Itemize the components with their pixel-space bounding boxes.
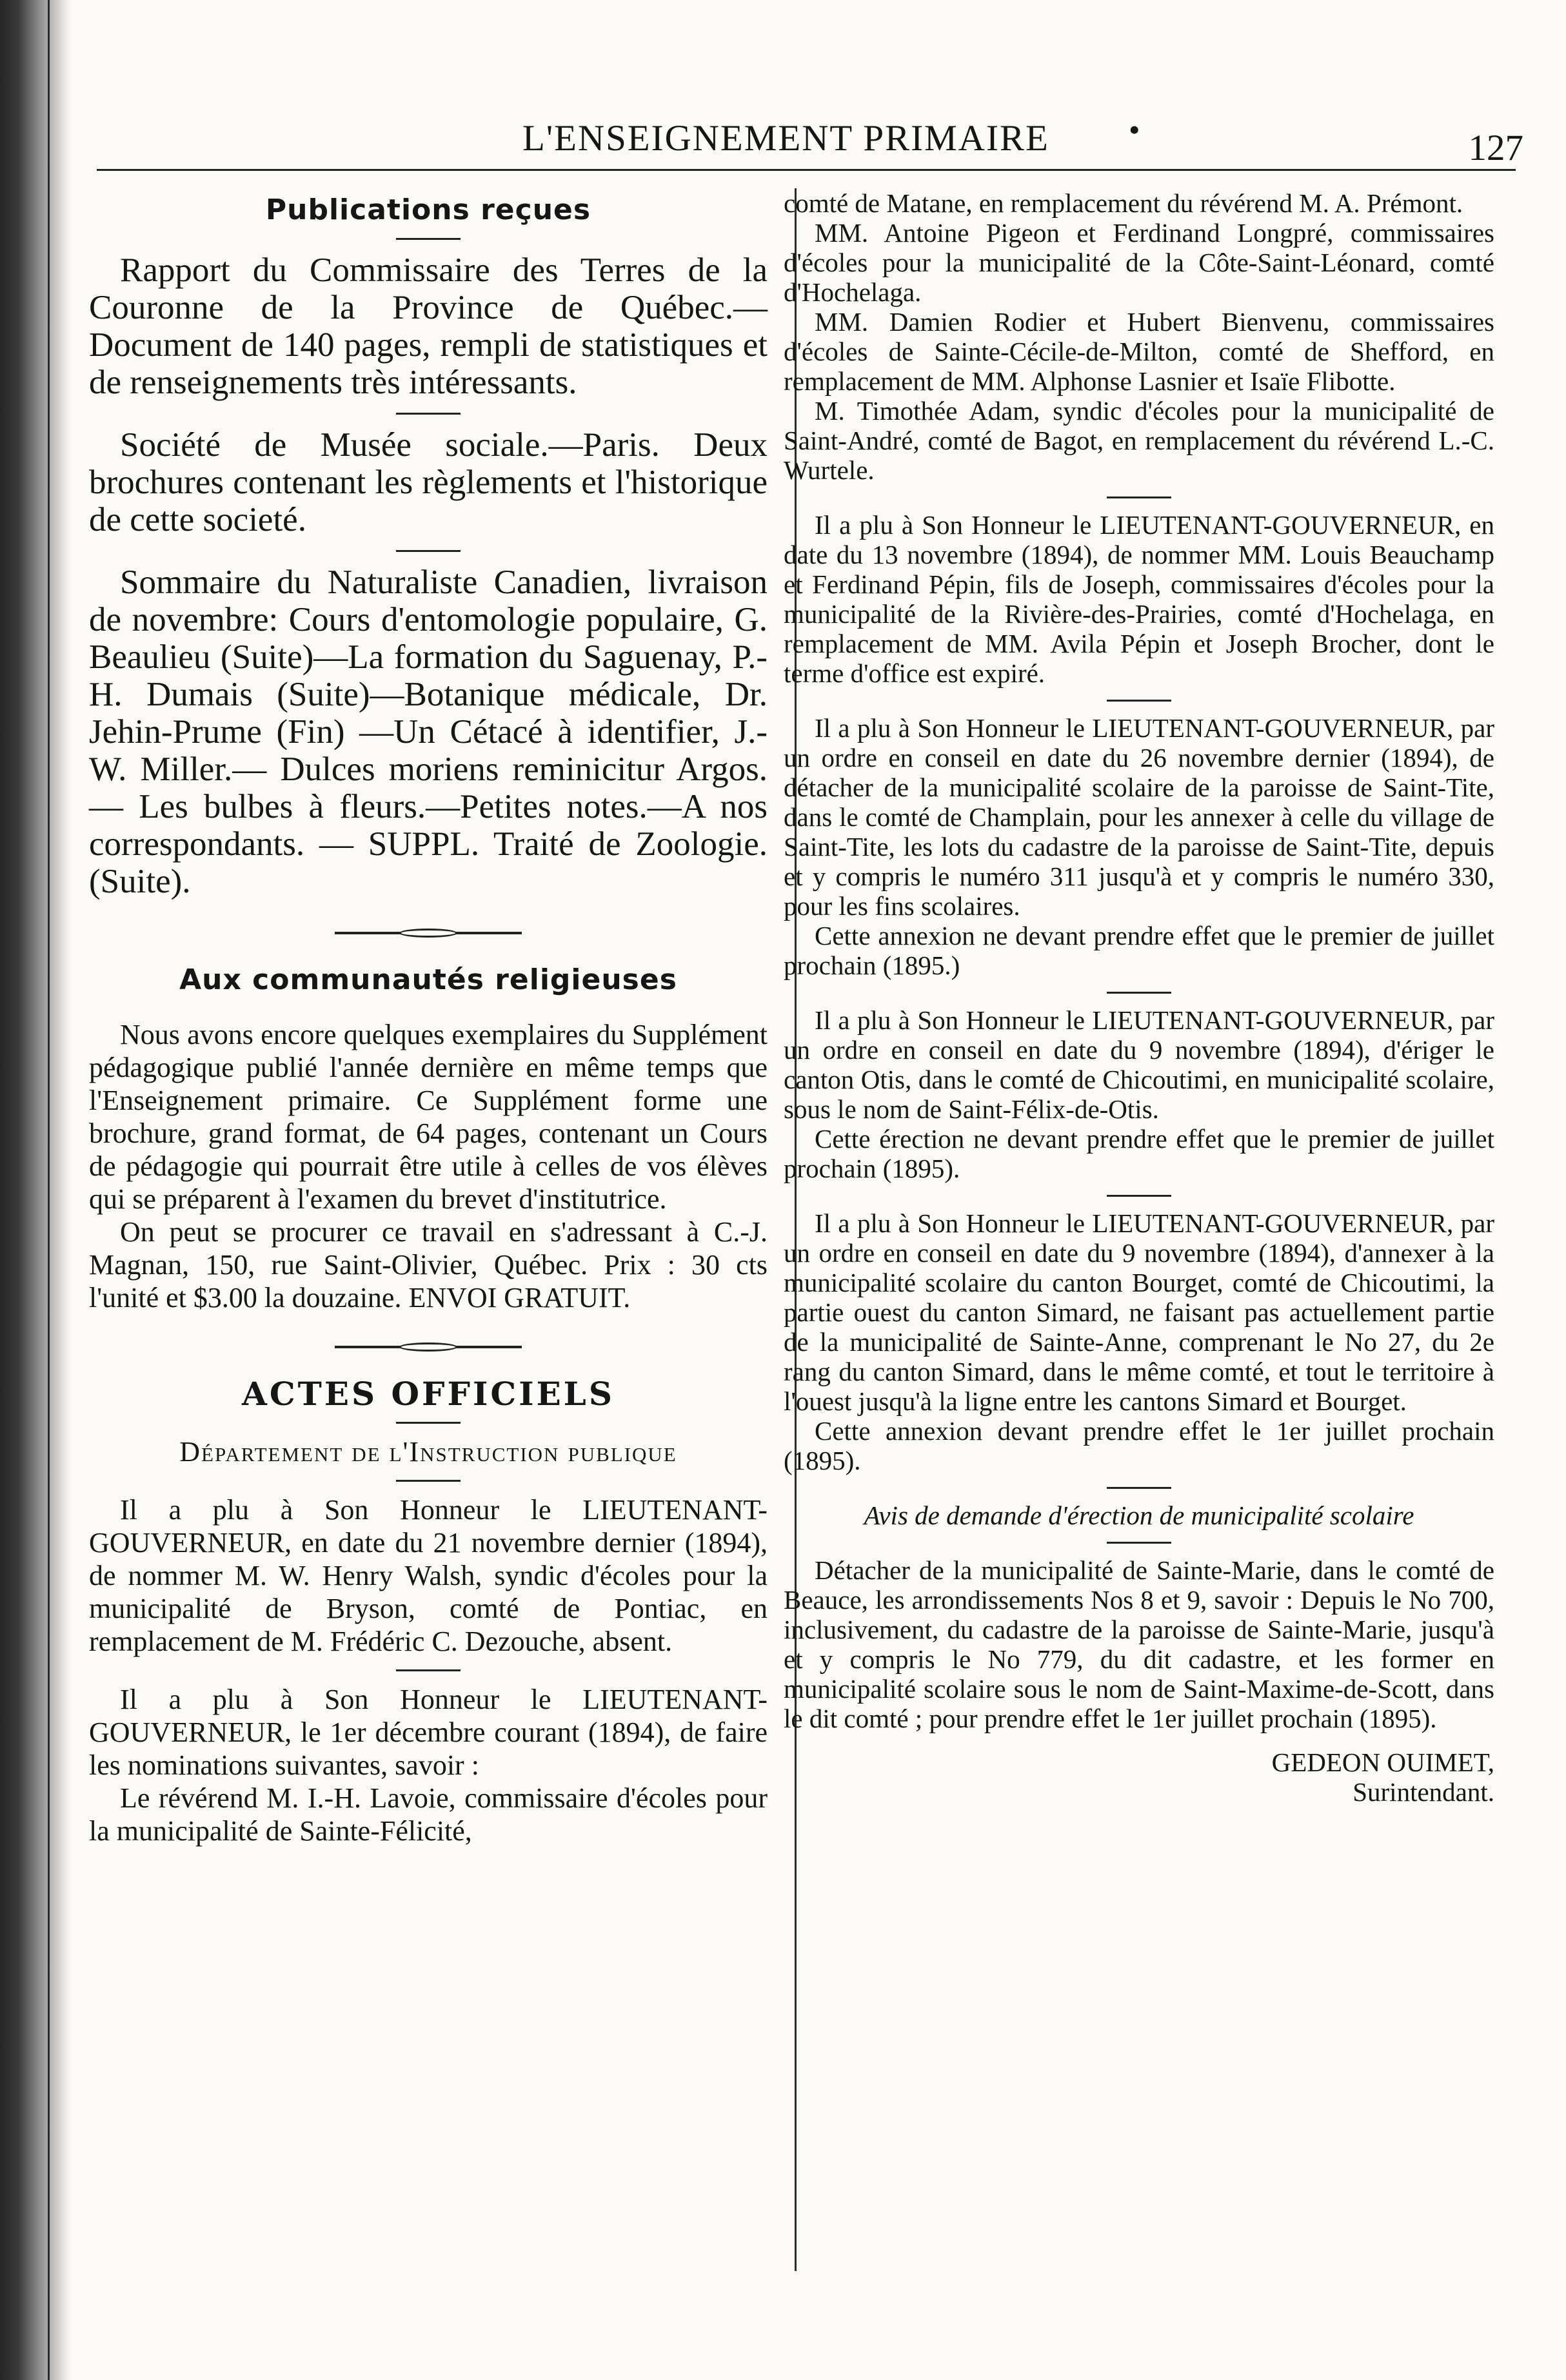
paragraph: MM. Antoine Pigeon et Ferdinand Longpré, commissaires d'écoles pour la municipalité de la Côte-Saint-Léonard, comté d'Hochelaga.: [784, 218, 1494, 307]
header-mark: •: [1129, 112, 1140, 148]
section-dash: [396, 413, 461, 415]
publication-item: Sommaire du Naturaliste Canadien, livraison de novembre: Cours d'entomologie populaire, G. Beaulieu (Suite)—La formation du Saguenay, P.-H. Dumais (Suite)—Botanique médicale, Dr. Jehin-Prume (Fin) —Un Cétacé à identifier, J.-W. Miller.— Dulces moriens reminicitur Argos. — Les bulbes à fleurs.—Petites notes.—A nos correspondants. — SUPPL. Traité de Zoologie. (Suite).: [89, 564, 768, 900]
ornament-divider: [335, 929, 522, 938]
section-dash: [1107, 497, 1171, 498]
actes-heading: ACTES OFFICIELS: [242, 1375, 615, 1413]
paragraph: Cette annexion devant prendre effet le 1er juillet prochain (1895).: [784, 1416, 1494, 1475]
paragraph: Il a plu à Son Honneur le LIEUTENANT-GOUVERNEUR, par un ordre en conseil en date du 9 novembre (1894), d'ériger le canton Otis, dans le comté de Chicoutimi, en municipalité scolaire, sous le nom de Saint-Félix-de-Otis.: [784, 1005, 1494, 1124]
signature-name: GEDEON OUIMET,: [1271, 1747, 1494, 1777]
section-dash: [1107, 1542, 1171, 1544]
running-title: L'ENSEIGNEMENT PRIMAIRE: [522, 118, 1049, 159]
paragraph: M. Timothée Adam, syndic d'écoles pour la municipalité de Saint-André, comté de Bagot, en remplacement du révérend L.-C. Wurtele.: [784, 396, 1494, 485]
publications-heading: Publications reçues: [265, 193, 591, 226]
paragraph: Détacher de la municipalité de Sainte-Marie, dans le comté de Beauce, les arrondissements Nos 8 et 9, savoir : Depuis le No 700, inclusivement, du cadastre de la paroisse de Sainte-Marie, jusqu'à et y compris le No 779, du dit cadastre, et les former en municipalité scolaire sous le nom de Saint-Maxime-de-Scott, dans le dit comté ; pour prendre effet le 1er juillet prochain (1895).: [784, 1555, 1494, 1733]
header-rule: [97, 169, 1516, 171]
avis-heading: Avis de demande d'érection de municipalité scolaire: [864, 1500, 1414, 1530]
paragraph: Le révérend M. I.-H. Lavoie, commissaire d'écoles pour la municipalité de Sainte-Félicité,: [89, 1782, 768, 1847]
paragraph: Cette annexion ne devant prendre effet que le premier de juillet prochain (1895.): [784, 921, 1494, 980]
scanned-binding-edge: [0, 0, 71, 2380]
signature-title: Surintendant.: [1353, 1777, 1494, 1807]
binding-line: [48, 0, 50, 2380]
left-column: [89, 193, 768, 1847]
communautes-heading: Aux communautés religieuses: [179, 963, 677, 996]
page-header: [97, 111, 1529, 169]
right-column: [784, 188, 1494, 1807]
section-dash: [396, 238, 461, 240]
section-dash: [1107, 1195, 1171, 1197]
section-dash: [1107, 1487, 1171, 1489]
paragraph: Il a plu à Son Honneur le LIEUTENANT-GOUVERNEUR, par un ordre en conseil en date du 9 novembre (1894), d'annexer à la municipalité scolaire du canton Bourget, comté de Chicoutimi, la partie ouest du canton Simard, ne faisant pas actuellement partie de la municipalité de Sainte-Anne, comprenant le No 27, du 2e rang du canton Simard, dans le même comté, et tout le territoire à l'ouest jusqu'à la ligne entre les cantons Simard et Bourget.: [784, 1208, 1494, 1416]
section-dash: [396, 1480, 461, 1482]
section-dash: [396, 550, 461, 552]
paragraph: Il a plu à Son Honneur le LIEUTENANT-GOUVERNEUR, en date du 21 novembre dernier (1894), de nommer M. W. Henry Walsh, syndic d'écoles pour la municipalité de Bryson, comté de Pontiac, en remplacement de M. Frédéric C. Dezouche, absent.: [89, 1494, 768, 1657]
publication-item: Rapport du Commissaire des Terres de la Couronne de la Province de Québec.— Document de 140 pages, rempli de statistiques et de renseignements très intéressants.: [89, 251, 768, 401]
paragraph: Il a plu à Son Honneur le LIEUTENANT-GOUVERNEUR, en date du 13 novembre (1894), de nommer MM. Louis Beauchamp et Ferdinand Pépin, fils de Joseph, commissaires d'écoles pour la municipalité de la Rivière-des-Prairies, comté d'Hochelaga, en remplacement de MM. Avila Pépin et Joseph Brocher, dont le terme d'office est expiré.: [784, 510, 1494, 688]
paragraph: comté de Matane, en remplacement du révérend M. A. Prémont.: [784, 188, 1463, 218]
section-dash: [1107, 700, 1171, 702]
paragraph: MM. Damien Rodier et Hubert Bienvenu, commissaires d'écoles de Sainte-Cécile-de-Milton, comté de Shefford, en remplacement de MM. Alphonse Lasnier et Isaïe Flibotte.: [784, 307, 1494, 396]
paragraph: Cette érection ne devant prendre effet que le premier de juillet prochain (1895).: [784, 1124, 1494, 1183]
paragraph: Nous avons encore quelques exemplaires du Supplément pédagogique publié l'année dernière en même temps que l'Enseignement primaire. Ce Supplément forme une brochure, grand format, de 64 pages, contenant un Cours de pédagogie qui pourrait être utile à celles de vos élèves qui se préparent à l'examen du brevet d'institutrice.: [89, 1019, 768, 1215]
page-number: 127: [1468, 128, 1523, 168]
section-dash: [396, 1422, 461, 1424]
paragraph: Il a plu à Son Honneur le LIEUTENANT-GOUVERNEUR, le 1er décembre courant (1894), de faire les nominations suivantes, savoir :: [89, 1684, 768, 1781]
department-subheading: Département de l'Instruction publique: [179, 1436, 677, 1468]
paragraph: On peut se procurer ce travail en s'adressant à C.-J. Magnan, 150, rue Saint-Olivier, Québec. Prix : 30 cts l'unité et $3.00 la douzaine. ENVOI GRATUIT.: [89, 1216, 768, 1313]
ornament-divider: [335, 1342, 522, 1352]
section-dash: [1107, 992, 1171, 994]
section-dash: [396, 1669, 461, 1671]
publication-item: Société de Musée sociale.—Paris. Deux brochures contenant les règlements et l'historique de cette societé.: [89, 426, 768, 538]
paragraph: Il a plu à Son Honneur le LIEUTENANT-GOUVERNEUR, par un ordre en conseil en date du 26 novembre dernier (1894), de détacher de la municipalité scolaire de la paroisse de Saint-Tite, dans le comté de Champlain, pour les annexer à celle du village de Saint-Tite, les lots du cadastre de la paroisse de Saint-Tite, depuis et y compris le numéro 311 jusqu'à et y compris le numéro 330, pour les fins scolaires.: [784, 713, 1494, 921]
